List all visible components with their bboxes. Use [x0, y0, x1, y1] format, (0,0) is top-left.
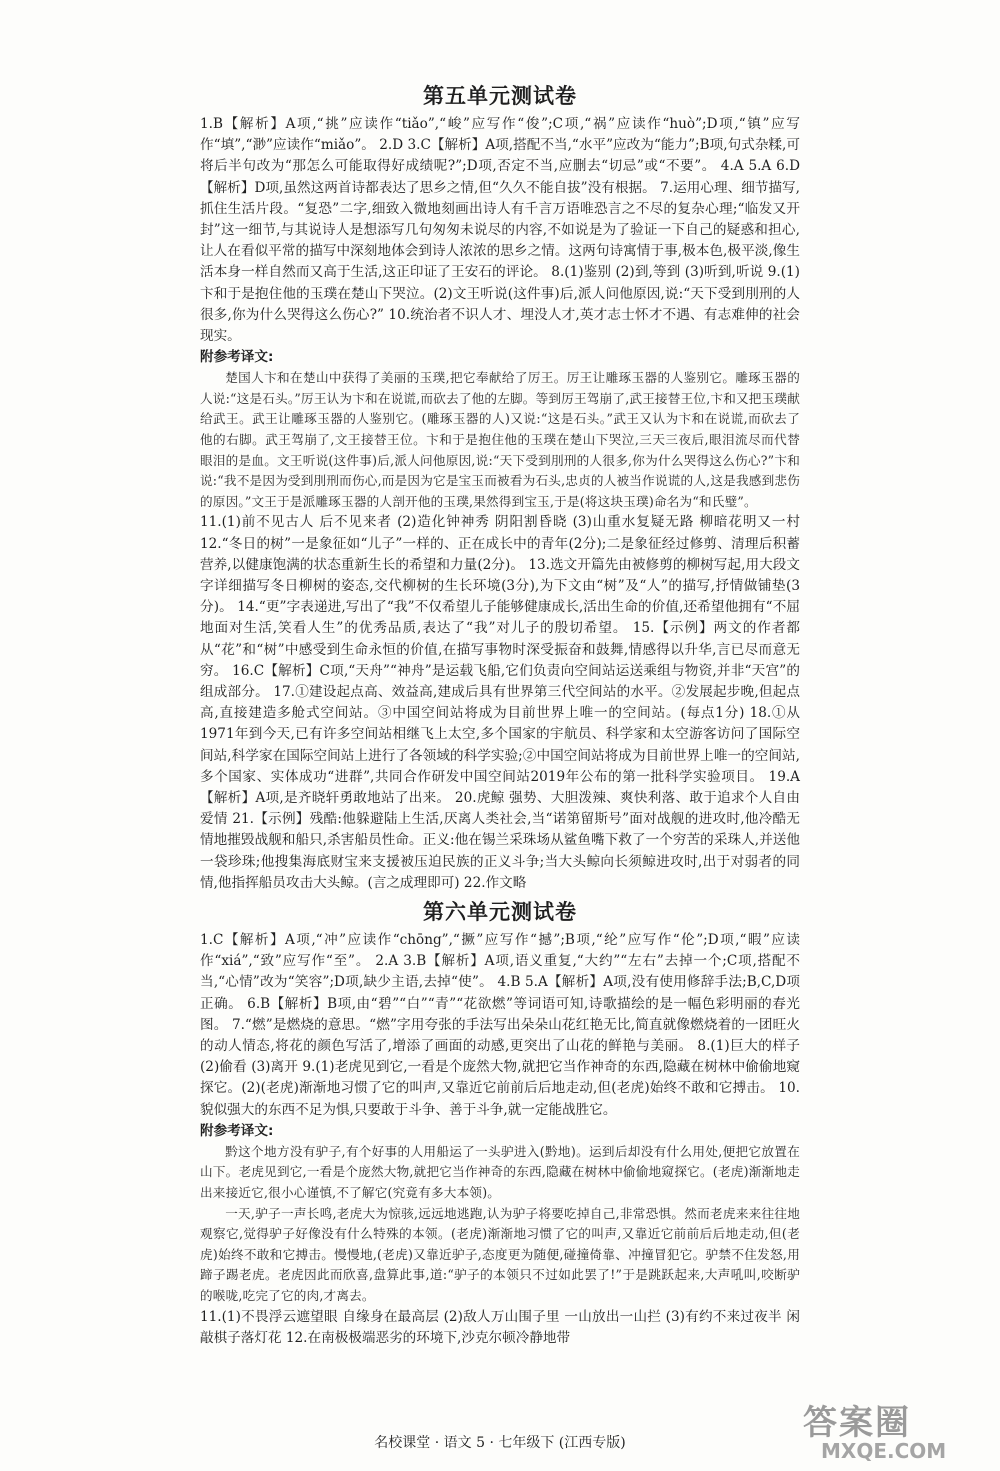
unit6-reference-label: 附参考译文:: [200, 1122, 274, 1139]
answer-page: [200, 80, 800, 1349]
watermark-text: 答案圈: [803, 1403, 911, 1443]
watermark-url: MXQE.COM: [821, 1439, 947, 1463]
unit6-answers: 1.C【解析】A项,“冲”应读作“chōng”,“撅”应写作“撼”;B项,“纶”应写作“伦”;D项,“暇”应读作“xiá”,“致”应写作“至”。 2.A 3.B【解析】A项,语义重复,“大约”“左右”去掉一个;C项,搭配不当,“心情”改为“笑容”;D项,缺少主语,去掉“使”。 4.B 5.A【解析】A项,没有使用修辞手法;B,C,D项正确。 6.B【解析】B项,由“碧”“白”“青”“花欲燃”等词语可知,诗歌描绘的是一幅色彩明丽的春光图。 7.“燃”是燃烧的意思。“燃”字用夸张的手法写出朵朵山花红艳无比,简直就像燃烧着的一团旺火的动人情态,将花的颜色写活了,增添了画面的动感,更突出了山花的鲜艳与美丽。 8.(1)巨大的样子 (2)偷看 (3)离开 9.(1)老虎见到它,一看是个庞然大物,就把它当作神奇的东西,隐藏在树林中偷偷地窥探它。(2)(老虎)渐渐地习惯了它的叫声,又靠近它前前后后地走动,但(老虎)始终不敢和它搏击。 10.貌似强大的东西不足为惧,只要敢于斗争、善于斗争,就一定能战胜它。: [200, 932, 800, 1118]
unit6-title: 第六单元测试卷: [423, 900, 577, 925]
unit6-answers-continued: 11.(1)不畏浮云遮望眼 自缘身在最高层 (2)敌人万山围子里 一山放出一山拦 (3)有约不来过夜半 闲敲棋子落灯花 12.在南极极端恶劣的环境下,沙克尔顿冷静地带: [200, 1308, 800, 1346]
unit5-title: 第五单元测试卷: [423, 84, 577, 108]
unit5-answers-continued: 11.(1)前不见古人 后不见来者 (2)造化钟神秀 阴阳割昏晓 (3)山重水复疑无路 柳暗花明又一村 12.“冬日的树”一是象征如“儿子”一样的、正在成长中的青年(2分);二是象征经过修剪、清理后积蓄营养,以健康饱满的状态重新生长的希望和力量(2分)。 13.选文开篇先由被修剪的柳树写起,用大段文字详细描写冬日柳树的姿态,交代柳树的生长环境(3分),为下文由“树”及“人”的描写,抒情做铺垫(3分)。 14.“更”字表递进,写出了“我”不仅希望儿子能够健康成长,活出生命的价值,还希望他拥有“不屈地面对生活,笑看人生”的优秀品质,表达了“我”对儿子的殷切希望。 15.【示例】两文的作者都从“花”和“树”中感受到生命永恒的价值,在描写事物时深受振奋和鼓舞,情感得以升华,言已尽而意无穷。 16.C【解析】C项,“天舟”“神舟”是运载飞船,它们负责向空间站运送乘组与物资,并非“天宫”的组成部分。 17.①建设起点高、效益高,建成后具有世界第三代空间站的水平。②发展起步晚,但起点高,直接建造多舱式空间站。③中国空间站将成为目前世界上唯一的空间站。(每点1分) 18.①从1971年到今天,已有许多空间站相继飞上太空,多个国家的宇航员、科学家和太空游客访问了国际空间站,科学家在国际空间站上进行了各领域的科学实验;②中国空间站将成为目前世界上唯一的空间站,多个国家、实体成功“进群”,共同合作研发中国空间站2019年公布的第一批科学实验项目。 19.A【解析】A项,是齐晓轩勇敢地站了出来。 20.虎鲸 强势、大胆泼辣、爽快利落、敢于追求个人自由爱情 21.【示例】残酷:他躲避陆上生活,厌离人类社会,当“诺第留斯号”面对战舰的进攻时,他冷酷无情地摧毁战舰和船只,杀害船员性命。正义:他在锡兰采珠场从鲨鱼嘴下救了一个穷苦的采珠人,并送他一袋珍珠;他搜集海底财宝来支援被压迫民族的正义斗争;当大头鲸向长须鲸进攻时,出于对弱者的同情,他指挥船员攻击大头鲸。(言之成理即可) 22.作文略: [200, 514, 800, 891]
unit5-answers: 1.B【解析】A项,“挑”应读作“tiǎo”,“峻”应写作“俊”;C项,“祸”应读作“huò”;D项,“镇”应写作“填”,“渺”应读作“miǎo”。 2.D 3.C【解析】A项,搭配不当,“水平”应改为“能力”;B项,句式杂糅,可将后半句改为“那怎么可能取得好成绩呢?”;D项,否定不当,应删去“切忌”或“不要”。 4.A 5.A 6.D【解析】D项,虽然这两首诗都表达了思乡之情,但“久久不能自拔”没有根据。 7.运用心理、细节描写,抓住生活片段。“复恐”二字,细致入微地刻画出诗人有千言万语唯恐言之不尽的复杂心理;“临发又开封”这一细节,与其说诗人是想添写几句匆匆未说尽的内容,不如说是为了验证一下自己的疑惑和担心,让人在看似平常的描写中深刻地体会到诗人浓浓的思乡之情。这两句诗寓情于事,极本色,极平淡,像生活本身一样自然而又高于生活,这正印证了王安石的评论。 8.(1)鉴别 (2)到,等到 (3)听到,听说 9.(1)卞和于是抱住他的玉璞在楚山下哭泣。(2)文王听说(这件事)后,派人问他原因,说:“天下受到刖刑的人很多,你为什么哭得这么伤心?” 10.统治者不识人才、埋没人才,英才志士怀才不遇、有志难伸的社会现实。: [200, 116, 800, 345]
page-footer: 名校课堂 · 语文 5 · 七年级下 (江西专版): [374, 1435, 626, 1451]
unit6-translation-paragraph-2: 一天,驴子一声长鸣,老虎大为惊骇,远远地逃跑,认为驴子将要吃掉自己,非常恐惧。然而老虎来来往往地观察它,觉得驴子好像没有什么特殊的本领。(老虎)渐渐地习惯了它的叫声,又靠近它前前后后地走动,但(老虎)始终不敢和它搏击。慢慢地,(老虎)又靠近驴子,态度更为随便,碰撞倚靠、冲撞冒犯它。驴禁不住发怒,用蹄子踢老虎。老虎因此而欣喜,盘算此事,道:“驴子的本领只不过如此罢了!”于是跳跃起来,大声吼叫,咬断驴的喉咙,吃完了它的肉,才离去。: [200, 1205, 800, 1304]
watermark-logo: [803, 1395, 993, 1465]
unit6-translation-paragraph-1: 黔这个地方没有驴子,有个好事的人用船运了一头驴进入(黔地)。运到后却没有什么用处,便把它放置在山下。老虎见到它,一看是个庞然大物,就把它当作神奇的东西,隐藏在树林中偷偷地窥探它。(老虎)渐渐地走出来接近它,很小心谨慎,不了解它(究竟有多大本领)。: [200, 1143, 800, 1201]
unit5-reference-label: 附参考译文:: [200, 349, 274, 366]
unit5-translation: 楚国人卞和在楚山中获得了美丽的玉璞,把它奉献给了厉王。厉王让雕琢玉器的人鉴别它。雕琢玉器的人说:“这是石头。”厉王认为卞和在说谎,而砍去了他的左脚。等到厉王驾崩了,武王接替王位,卞和又把玉璞献给武王。武王让雕琢玉器的人鉴别它。(雕琢玉器的人)又说:“这是石头。”武王又认为卞和在说谎,而砍去了他的右脚。武王驾崩了,文王接替王位。卞和于是抱住他的玉璞在楚山下哭泣,三天三夜后,眼泪流尽而代替眼泪的是血。文王听说(这件事)后,派人问他原因,说:“天下受到刖刑的人很多,你为什么哭得这么伤心?”卞和说:“我不是因为受到刖刑而伤心,而是因为它是宝玉而被看为石头,忠贞的人被当作说谎的人,这是我感到悲伤的原因。”文王于是派雕琢玉器的人剖开他的玉璞,果然得到宝玉,于是(将这块玉璞)命名为“和氏璧”。: [200, 370, 800, 509]
